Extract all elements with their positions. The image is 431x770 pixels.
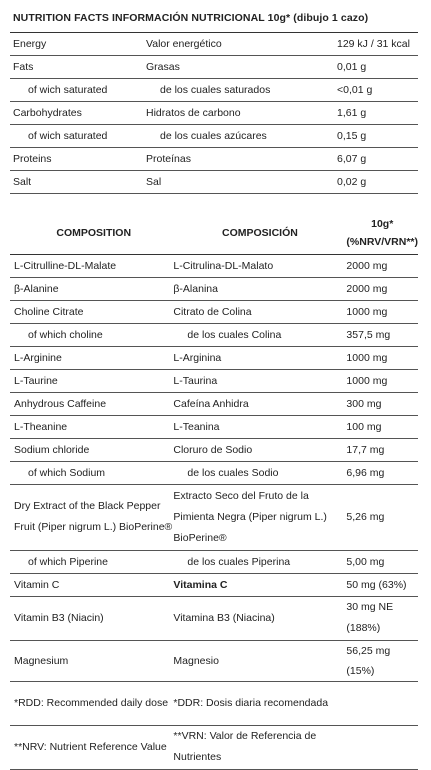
table-row [10, 102, 418, 125]
ingredient-es: Cloruro de Sodio [173, 443, 253, 456]
ingredient-es: Vitamina C [173, 578, 228, 591]
composition-header-en: COMPOSITION [56, 226, 132, 239]
header-nrv: (%NRV/VRN**) [346, 235, 418, 248]
table-row [10, 277, 418, 300]
nutrient-value: 1,61 g [337, 107, 367, 119]
nutrient-es: de los cuales saturados [160, 84, 271, 96]
nutrient-en: Proteins [13, 153, 52, 165]
ingredient-value: 17,7 mg [346, 443, 385, 456]
table-row [10, 369, 418, 392]
table-row [10, 415, 418, 438]
ingredient-es: Magnesio [173, 654, 219, 667]
ingredient-en: of which choline [28, 328, 103, 341]
ingredient-value: 1000 mg [346, 351, 388, 364]
ingredient-en: β-Alanine [14, 282, 59, 295]
table-row [10, 640, 418, 681]
ingredient-en: L-Citrulline-DL-Malate [14, 259, 117, 272]
ingredient-es: de los cuales Sodio [187, 466, 279, 479]
ingredient-es: L-Citrulina-DL-Malato [173, 259, 274, 272]
nutrient-en: Energy [13, 38, 47, 50]
table-row [10, 550, 418, 573]
ingredient-value: 56,25 mg (15%) [346, 644, 391, 677]
ingredient-value: 5,00 mg [346, 555, 385, 568]
ingredient-value: 6,96 mg [346, 466, 385, 479]
table-row [10, 323, 418, 346]
nutrient-es: de los cuales azúcares [160, 130, 267, 142]
ingredient-value: 100 mg [346, 420, 382, 433]
nutrient-value: <0,01 g [337, 84, 373, 96]
table-row [10, 461, 418, 484]
footnote-rdd-es: *DDR: Dosis diaria recomendada [173, 696, 329, 709]
ingredient-en: of which Sodium [28, 466, 106, 479]
table-row [10, 346, 418, 369]
nutrient-es: Hidratos de carbono [146, 107, 241, 119]
ingredient-en: Sodium chloride [14, 443, 90, 456]
header-dose: 10g* [371, 217, 394, 230]
table-row [10, 300, 418, 323]
ingredient-value: 300 mg [346, 397, 382, 410]
nutrient-value: 129 kJ / 31 kcal [337, 38, 410, 50]
footnote-row [10, 725, 418, 769]
nutrient-en: of wich saturated [28, 84, 108, 96]
footnote-empty [346, 725, 418, 769]
ingredient-en: L-Taurine [14, 374, 58, 387]
ingredient-en: Choline Citrate [14, 305, 84, 318]
table-row [10, 33, 418, 56]
ingredient-value: 1000 mg [346, 305, 388, 318]
nutrient-es: Valor energético [146, 38, 222, 50]
ingredient-value: 357,5 mg [346, 328, 391, 341]
table-row [10, 125, 418, 148]
nutrition-facts-title: NUTRITION FACTS INFORMACIÓN NUTRICIONAL 10g* (dibujo 1 cazo) [13, 12, 369, 24]
ingredient-es: Citrato de Colina [173, 305, 252, 318]
ingredient-value: 5,26 mg [346, 511, 385, 523]
composition-header-row [10, 212, 418, 254]
footnote-nrv-en: **NRV: Nutrient Reference Value [14, 740, 167, 753]
ingredient-value: 30 mg NE (188%) [346, 601, 394, 634]
ingredient-es: de los cuales Colina [187, 328, 282, 341]
ingredient-es: Vitamina B3 (Niacina) [173, 612, 275, 624]
table-row [10, 438, 418, 461]
nutrient-value: 6,07 g [337, 153, 367, 165]
ingredient-en: Dry Extract of the Black Pepper Fruit (Piper nigrum L.) BioPerine® [14, 500, 173, 533]
composition-header-value [346, 212, 418, 254]
ingredient-es: L-Arginina [173, 351, 222, 364]
footnote-rdd-en: *RDD: Recommended daily dose [14, 696, 169, 709]
table-row [10, 484, 418, 550]
ingredient-es: de los cuales Piperina [187, 555, 291, 568]
nutrient-en: of wich saturated [28, 130, 108, 142]
nutrient-es: Proteínas [146, 153, 191, 165]
ingredient-en: L-Theanine [14, 420, 68, 433]
table-row [10, 56, 418, 79]
nutrition-facts-table [10, 32, 418, 194]
ingredient-es: Cafeína Anhidra [173, 397, 249, 410]
ingredient-value: 2000 mg [346, 282, 388, 295]
nutrient-value: 0,15 g [337, 130, 367, 142]
ingredient-es: β-Alanina [173, 282, 218, 295]
ingredient-en: of which Piperine [28, 555, 108, 568]
footnote-row [10, 681, 418, 725]
composition-table [10, 212, 418, 770]
ingredient-en: L-Arginine [14, 351, 62, 364]
nutrient-value: 0,01 g [337, 61, 367, 73]
nutrient-en: Carbohydrates [13, 107, 82, 119]
ingredient-en: Vitamin B3 (Niacin) [14, 612, 104, 624]
nutrient-es: Grasas [146, 61, 180, 73]
table-row [10, 79, 418, 102]
ingredient-value: 1000 mg [346, 374, 388, 387]
composition-header-es: COMPOSICIÓN [221, 226, 298, 239]
nutrient-es: Sal [146, 176, 162, 188]
table-row [10, 573, 418, 596]
nutrient-value: 0,02 g [337, 176, 367, 188]
ingredient-es: Extracto Seco del Fruto de la Pimienta Negra (Piper nigrum L.) BioPerine® [173, 489, 327, 544]
footnote-empty [346, 681, 418, 725]
footnote-nrv-es: **VRN: Valor de Referencia de Nutrientes [173, 730, 317, 763]
ingredient-es: L-Teanina [173, 420, 220, 433]
ingredient-en: Magnesium [14, 654, 69, 667]
table-row [10, 171, 418, 194]
table-row [10, 596, 418, 640]
table-row [10, 254, 418, 277]
ingredient-en: Vitamin C [14, 578, 60, 591]
ingredient-es: L-Taurina [173, 374, 218, 387]
table-row [10, 392, 418, 415]
table-row [10, 148, 418, 171]
ingredient-en: Anhydrous Caffeine [14, 397, 107, 410]
ingredient-value: 50 mg (63%) [346, 578, 407, 591]
ingredient-value: 2000 mg [346, 259, 388, 272]
nutrient-en: Fats [13, 61, 34, 73]
nutrient-en: Salt [13, 176, 32, 188]
